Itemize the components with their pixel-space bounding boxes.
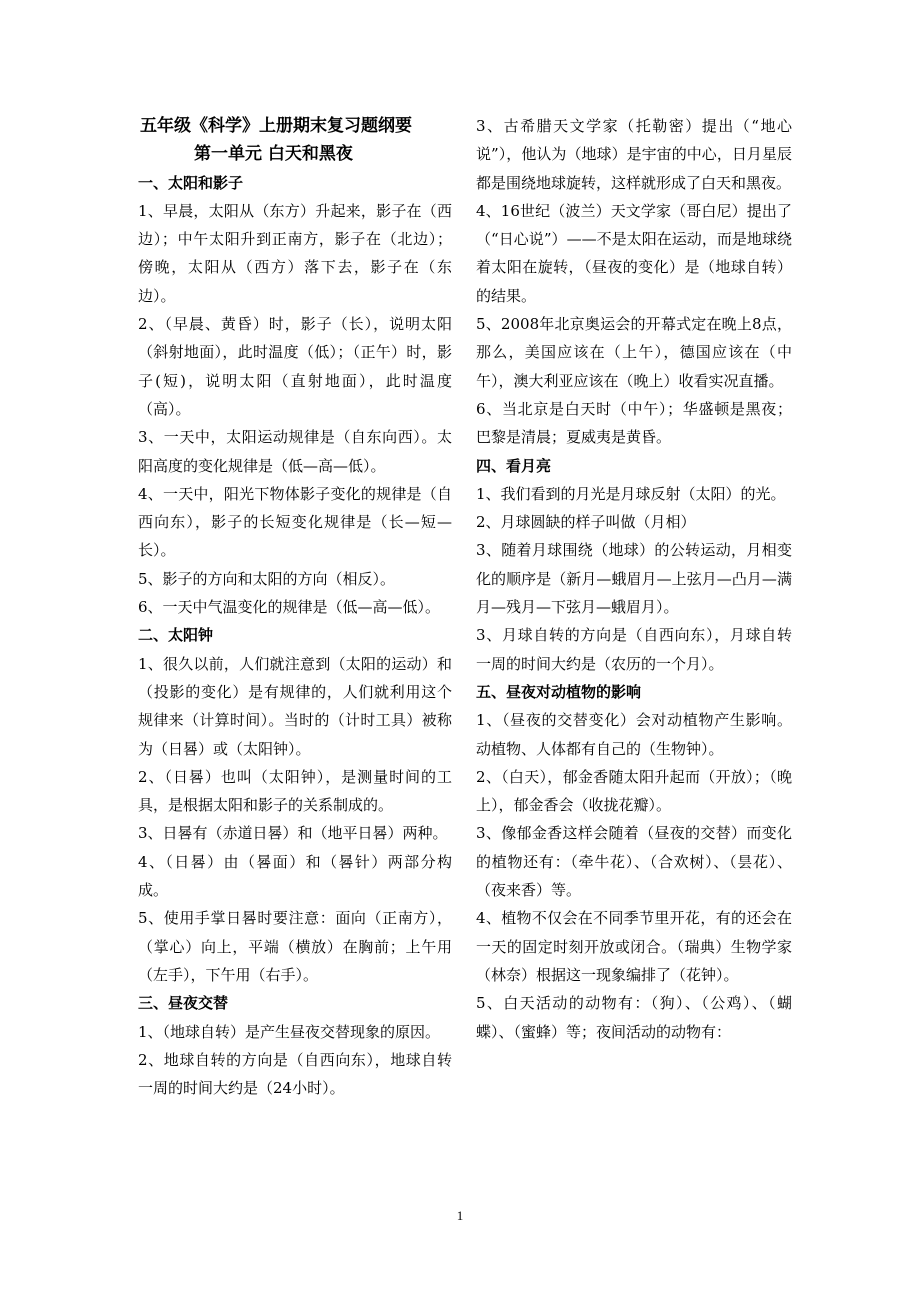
paragraph: 4、（日晷）由（晷面）和（晷针）两部分构成。 — [138, 852, 452, 900]
paragraph: 3、日晷有（赤道日晷）和（地平日晷）两种。 — [138, 824, 448, 843]
right-column — [476, 112, 792, 1046]
paragraph: 1、（昼夜的交替变化）会对动植物产生影响。动植物、人体都有自己的（生物钟）。 — [476, 711, 792, 758]
paragraph: 3、古希腊天文学家（托勒密）提出（“地心说”），他认为（地球）是宇宙的中心，日月星辰都是围绕地球旋转，这样就形成了白天和黑夜。 — [476, 117, 792, 192]
left-column — [138, 112, 452, 1102]
document-title: 五年级《科学》上册期末复习题纲要 — [140, 116, 412, 136]
paragraph: 5、白天活动的动物有：（狗）、（公鸡）、（蝴蝶）、（蜜蜂）等；夜间活动的动物有： — [476, 994, 792, 1041]
paragraph: 2、（日晷）也叫（太阳钟），是测量时间的工具，是根据太阳和影子的关系制成的。 — [138, 767, 452, 815]
page-number: 1 — [456, 1208, 464, 1223]
paragraph: 2、（早晨、黄昏）时，影子（长），说明太阳（斜射地面），此时温度（低）；（正午）时，影子(短)，说明太阳（直射地面），此时温度（高）。 — [138, 315, 452, 418]
paragraph: 4、16世纪（波兰）天文学家（哥白尼）提出了（“日心说”）——不是太阳在运动，而是地球绕着太阳在旋转，（昼夜的变化）是（地球自转）的结果。 — [476, 201, 792, 305]
paragraph: 4、植物不仅会在不同季节里开花，有的还会在一天的固定时刻开放或闭合。（瑞典）生物学家（林奈）根据这一现象编排了（花钟）。 — [476, 909, 792, 984]
section-heading: 五、昼夜对动植物的影响 — [476, 682, 642, 701]
paragraph: 3、随着月球围绕（地球）的公转运动，月相变化的顺序是（新月—蛾眉月—上弦月—凸月—满月—残月—下弦月—蛾眉月）。 — [476, 541, 792, 617]
section-heading: 二、太阳钟 — [138, 626, 214, 645]
paragraph: 1、我们看到的月光是月球反射（太阳）的光。 — [476, 484, 786, 503]
paragraph: 5、2008年北京奥运会的开幕式定在晚上8点，那么，美国应该在（上午），德国应该在（中午），澳大利亚应该在（晚上）收看实况直播。 — [476, 315, 792, 390]
paragraph: 3、一天中，太阳运动规律是（自东向西）。太阳高度的变化规律是（低—高—低）。 — [138, 428, 452, 475]
paragraph: 5、使用手掌日晷时要注意：面向（正南方），（掌心）向上，平端（横放）在胸前；上午用（左手），下午用（右手）。 — [138, 909, 452, 984]
paragraph: 2、月球圆缺的样子叫做（月相） — [476, 513, 696, 532]
paragraph: 6、当北京是白天时（中午）；华盛顿是黑夜；巴黎是清晨；夏威夷是黄昏。 — [476, 399, 792, 447]
paragraph: 2、（白天），郁金香随太阳升起而（开放）；（晚上），郁金香会（收拢花瓣）。 — [476, 767, 792, 815]
paragraph: 3、像郁金香这样会随着（昼夜的交替）而变化的植物还有：（牵牛花）、（合欢树）、（昙花）、（夜来香）等。 — [476, 824, 792, 900]
paragraph: 1、（地球自转）是产生昼夜交替现象的原因。 — [138, 1022, 441, 1041]
left-column-body — [138, 169, 452, 1103]
paragraph: 3、月球自转的方向是（自西向东），月球自转一周的时间大约是（农历的一个月）。 — [476, 626, 792, 673]
section-heading: 四、看月亮 — [476, 456, 552, 475]
paragraph: 6、一天中气温变化的规律是（低—高—低）。 — [138, 598, 441, 617]
section-heading: 三、昼夜交替 — [138, 994, 229, 1013]
paragraph: 2、地球自转的方向是（自西向东），地球自转一周的时间大约是（24小时）。 — [138, 1050, 452, 1098]
unit-title: 第一单元 白天和黑夜 — [194, 144, 353, 165]
paragraph: 5、影子的方向和太阳的方向（相反）。 — [138, 569, 396, 588]
section-heading: 一、太阳和影子 — [138, 173, 244, 192]
paragraph: 1、早晨，太阳从（东方）升起来，影子在（西边）；中午太阳升到正南方，影子在（北边）；傍晚，太阳从（西方）落下去，影子在（东边）。 — [138, 201, 452, 305]
paragraph: 1、很久以前，人们就注意到（太阳的运动）和（投影的变化）是有规律的，人们就利用这个规律来（计算时间）。当时的（计时工具）被称为（日晷）或（太阳钟）。 — [138, 654, 452, 758]
right-column-body — [476, 112, 792, 1046]
paragraph: 4、一天中，阳光下物体影子变化的规律是（自西向东），影子的长短变化规律是（长—短—长）。 — [138, 484, 452, 560]
